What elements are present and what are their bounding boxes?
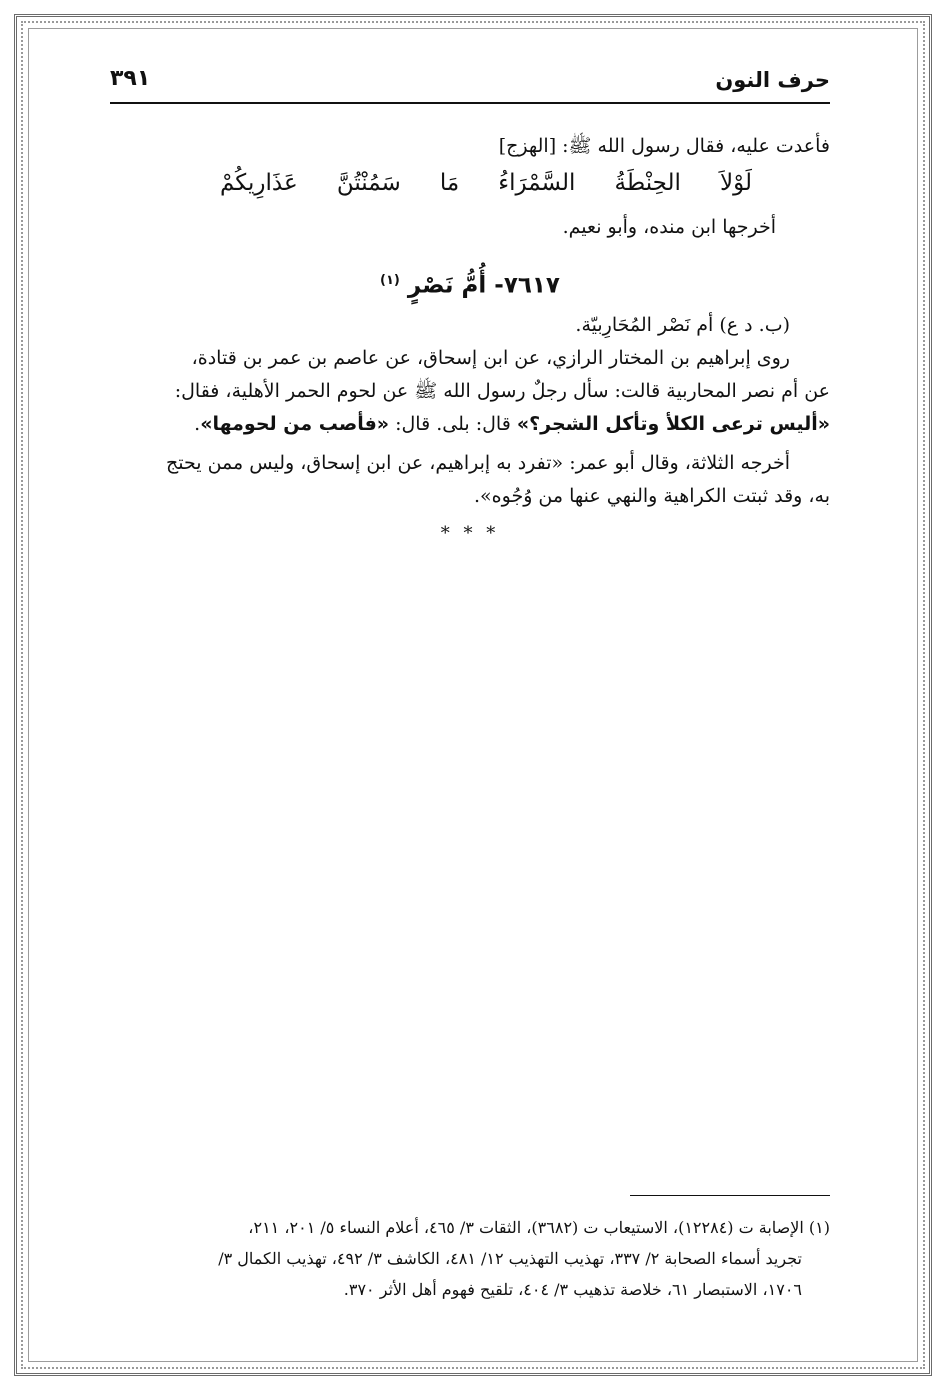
text-line: فأعدت عليه، فقال رسول الله ﷺ: [الهزج]: [498, 135, 830, 157]
verse-word: سَمُنْتُنَّ: [336, 170, 401, 196]
page-number: ٣٩١: [110, 66, 151, 91]
footnotes: [110, 1212, 830, 1305]
main-text: [110, 130, 830, 550]
verse-word: عَذَارِيكُمْ: [220, 170, 298, 196]
section-divider-stars: * * *: [440, 522, 500, 544]
chapter-title: حرف النون: [715, 68, 830, 92]
page-content: [110, 62, 830, 1299]
hadith-quote: «فأصب من لحومها»: [200, 412, 390, 435]
footnote-separator: [630, 1195, 830, 1196]
text-segment: .: [194, 412, 201, 435]
text-line: به، وقد ثبتت الكراهية والنهي عنها من وُجُوه».: [474, 484, 830, 507]
text-segment: قال: بلى. قال:: [389, 412, 517, 435]
verse-word: لَوْلاَ: [719, 170, 752, 196]
verse-word: مَا: [439, 170, 460, 196]
text-line: روى إبراهيم بن المختار الرازي، عن ابن إسحاق، عن عاصم بن عمر بن قتادة،: [191, 346, 790, 369]
text-line: أخرجها ابن منده، وأبو نعيم.: [562, 216, 776, 238]
footnote-line: تجريد أسماء الصحابة ٢/ ٣٣٧، تهذيب التهذيب ١٢/ ٤٨١، الكاشف ٣/ ٤٩٢، تهذيب الكمال ٣/: [218, 1249, 802, 1268]
footnote-marker: (١): [380, 273, 400, 288]
sigla-line: (ب. د ع) أم نَصْر المُحَارِبيّة.: [575, 313, 790, 336]
page-header: [110, 62, 830, 104]
footnote-line: ١٧٠٦، الاستبصار ٦١، خلاصة تذهيب ٣/ ٤٠٤، تلقيح فهوم أهل الأثر ٣٧٠.: [343, 1280, 802, 1299]
entry-heading: [110, 264, 830, 303]
text-line: [110, 408, 830, 441]
verse-word: الحِنْطَةُ: [614, 170, 681, 196]
poetry-verse: [110, 163, 830, 203]
text-line: أخرجه الثلاثة، وقال أبو عمر: «تفرد به إبراهيم، عن ابن إسحاق، وليس ممن يحتج: [166, 451, 790, 474]
verse-word: السَّمْرَاءُ: [498, 170, 576, 196]
text-line: عن أم نصر المحاربية قالت: سأل رجلٌ رسول الله ﷺ عن لحوم الحمر الأهلية، فقال:: [174, 379, 830, 402]
footnote-line: (١) الإصابة ت (١٢٢٨٤)، الاستيعاب ت (٣٦٨٢)، الثقات ٣/ ٤٦٥، أعلام النساء ٥/ ٢٠١، ٢١١،: [248, 1218, 830, 1237]
entry-number-title: ٧٦١٧- أُمُّ نَصْرٍ: [407, 272, 560, 299]
hadith-quote: «أليس ترعى الكلأ وتأكل الشجر؟»: [516, 412, 830, 435]
